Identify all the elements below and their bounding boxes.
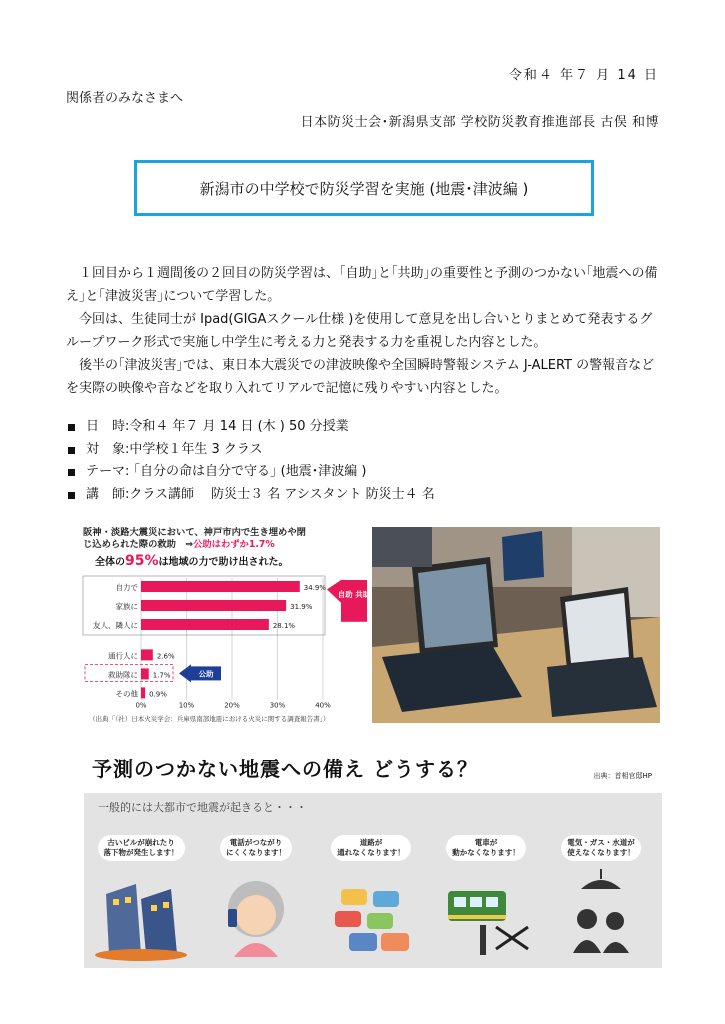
list-item-value: : ｢自分の命は自分で守る｣ (地震･津波編 ) [125, 464, 367, 479]
recipient-line: 関係者のみなさまへ [66, 91, 184, 106]
paragraph: １回目から１週間後の２回目の防災学習は、｢自助｣と｢共助｣の重要性と予測のつかない｢地震への備え｣と｢津波災害｣について学習した。 [66, 266, 658, 304]
scenario-caption: 古いビルが崩れたり 落下物が発生します！ [98, 835, 185, 861]
list-item [66, 461, 435, 484]
chart-subheading-text: 全体の [95, 557, 125, 568]
scenario-trains [431, 835, 541, 959]
bullet-icon [68, 447, 75, 454]
bullet-icon [68, 424, 75, 431]
annotation-label: 自助 共助 [337, 590, 371, 599]
public-aid-arrow-icon [179, 664, 191, 682]
power-outage-icon [551, 869, 651, 959]
list-item [66, 484, 435, 507]
scenario-buildings [86, 835, 196, 959]
list-item-value: :クラス講師 防災士３ 名 アシスタント 防災士４ 名 [125, 486, 435, 502]
sender-line: 日本防災士会･新潟県支部 学校防災教育推進部長 古俣 和博 [300, 115, 659, 130]
banner-source: 出典：首相官邸HP [593, 772, 652, 780]
scenario-utilities [546, 835, 656, 959]
scenario-caption: 道路が 通れなくなります！ [331, 835, 411, 861]
scenario-roads [316, 835, 426, 959]
rescue-chart-figure [83, 527, 371, 724]
paragraph: 後半の｢津波災害｣では、東日本大震災での津波映像や全国瞬時警報システム J-ALERT の警報音などを実際の映像や音などを取り入れてリアルで記憶に残りやすい内容とした。 [66, 358, 655, 396]
body-text [66, 262, 664, 400]
scenario-caption: 電車が 動かなくなります！ [446, 835, 526, 861]
tick-label: 40% [315, 701, 331, 710]
traffic-jam-icon [321, 869, 421, 959]
document-title-box [134, 160, 594, 216]
chart-heading-line: 阪神・淡路大震災において、神戸市内で生き埋めや閉 [83, 527, 306, 538]
bar [141, 600, 286, 611]
bar [141, 687, 145, 698]
document-title: 新潟市の中学校で防災学習を実施 (地震･津波編 ) [199, 179, 529, 198]
chart-heading [83, 527, 353, 551]
list-item-label: 対 象 [86, 441, 126, 457]
tick-label: 10% [178, 701, 195, 710]
data-label: 0.9% [149, 690, 167, 699]
list-item-label: テーマ [86, 464, 126, 479]
bar [141, 581, 300, 592]
category-label: 救助隊に [108, 670, 138, 680]
list-item-value: :中学校１年生 3 クラス [125, 441, 263, 457]
tick-label: 20% [224, 701, 240, 710]
stopped-train-icon [436, 869, 536, 959]
annotation-label: 公助 [198, 669, 214, 679]
self-help-label-box [341, 580, 367, 622]
category-label: 友人、隣人に [93, 621, 138, 630]
details-list [66, 416, 435, 506]
classroom-photo [372, 527, 660, 723]
data-label: 34.9% [303, 584, 327, 592]
category-label: 通行人に [108, 651, 138, 661]
document-date: 令和４ 年７ 月 14 日 [508, 68, 659, 83]
chart-heading-highlight: 公助はわずか1.7% [193, 539, 275, 550]
collapsing-building-icon [91, 869, 191, 959]
chart-heading-line: じ込められた際の救助 ⇒ [83, 539, 194, 550]
banner-title: 予測のつかない地震への備え どうする？ [92, 757, 478, 781]
list-item-label: 日 時 [86, 419, 126, 434]
chart-subheading-text: は地域の力で助け出された。 [158, 557, 289, 568]
category-label: 自力で [115, 583, 138, 592]
rescue-bar-chart [83, 572, 371, 712]
data-label: 28.1% [272, 622, 296, 630]
earthquake-preparedness-banner [84, 753, 662, 968]
list-item-label: 講 師 [86, 486, 126, 502]
students-with-tablets-image [372, 527, 660, 723]
chart-subheading [95, 553, 353, 569]
list-item [66, 439, 435, 462]
category-label: 家族に [115, 602, 138, 611]
paragraph: 今回は、生徒同士が Ipad(GIGAスクール仕様 )を使用して意見を出し合いとりまとめて発表するグループワーク形式で実施し中学生に考える力と発表する力を重視した内容とした。 [66, 312, 653, 350]
list-item [66, 416, 435, 439]
bar [141, 619, 269, 630]
bar [141, 668, 149, 679]
bullet-icon [68, 469, 75, 476]
banner-subtitle: 一般的には大都市で地震が起きると・・・ [98, 801, 307, 814]
scenario-caption: 電話がつながり にくくなります！ [220, 835, 292, 861]
tick-label: 30% [269, 701, 286, 710]
list-item-value: :令和４ 年７ 月 14 日 (木 ) 50 分授業 [125, 419, 349, 434]
tick-label: 0% [135, 701, 147, 710]
chart-subheading-percent: 95% [125, 553, 159, 569]
bar [141, 649, 153, 660]
banner-panel [84, 793, 662, 968]
scenario-caption: 電気・ガス・水道が 使えなくなります！ [561, 835, 641, 861]
data-label: 2.6% [156, 652, 175, 661]
scenario-phone [201, 835, 311, 959]
bullet-icon [68, 492, 75, 499]
chart-source: （出典「（社）日本火災学会：兵庫県南部地震における火災に関する調査報告書」） [89, 715, 330, 723]
data-label: 1.7% [152, 671, 171, 680]
category-label: その他 [115, 689, 138, 699]
data-label: 31.9% [290, 603, 313, 611]
worried-person-phone-icon [206, 869, 306, 959]
